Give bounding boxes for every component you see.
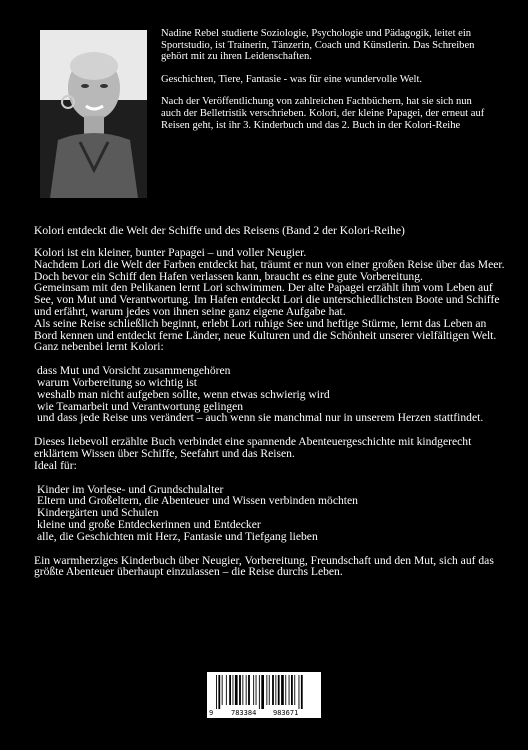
list-item: dass Mut und Vorsicht zusammengehören: [37, 364, 231, 378]
barcode-bar: [294, 675, 295, 705]
barcode-bar: [239, 675, 241, 705]
list-item: und dass jede Reise uns verändert – auch wenn sie manchmal nur in unserem Herzen stattfindet.: [37, 411, 484, 425]
barcode-bar: [269, 675, 270, 705]
description-paragraph: Ideal für:: [34, 458, 77, 472]
description-paragraph: Gemeinsam mit den Pelikanen lernt Lori schwimmen. Der alte Papagei erzählt ihm vom Leben auf See, von Mut und Verantwortung. Im Hafen entdeckt Lori die unterschiedlichsten Boote und Schiffe und erfährt, warum jedes von ihnen seine ganz eigene Aufgabe hat.: [34, 281, 500, 318]
barcode-bar: [285, 675, 286, 705]
list-item: warum Vorbereitung so wichtig ist: [37, 375, 197, 389]
barcode-digits: 783384: [231, 709, 257, 717]
list-item: Kindergärten und Schulen: [37, 506, 159, 520]
barcode-bar: [266, 675, 267, 705]
barcode-bars: [207, 672, 321, 709]
description-paragraph: Kolori ist ein kleiner, bunter Papagei – und voller Neugier.: [34, 246, 307, 259]
barcode-bar: [301, 675, 303, 709]
barcode-bar: [248, 675, 250, 705]
barcode-digits: 9: [209, 709, 214, 717]
description-paragraph: Dieses liebevoll erzählte Buch verbindet eine spannende Abenteuergeschichte mit kindgerecht erklärtem Wissen über Schiffe, Seefahrt und das Reisen.: [34, 435, 472, 460]
barcode-bar: [246, 675, 247, 705]
author-portrait-image: [40, 30, 147, 198]
barcode-bar: [233, 675, 234, 705]
barcode-bar: [278, 675, 280, 705]
barcode-bar: [218, 675, 220, 709]
list-item: Kinder im Vorlese- und Grundschulalter: [37, 482, 224, 496]
book-title: Kolori entdeckt die Welt der Schiffe und des Reisens (Band 2 der Kolori-Reihe): [34, 224, 405, 237]
list-item: kleine und große Entdeckerinnen und Entdecker: [37, 517, 261, 531]
description-paragraph: Ganz nebenbei lernt Kolori:: [34, 340, 164, 354]
barcode-bar: [256, 675, 257, 705]
list-item: Eltern und Großeltern, die Abenteuer und Wissen verbinden möchten: [37, 494, 358, 508]
barcode-bar: [291, 675, 293, 705]
barcode-bar: [222, 675, 223, 705]
list-item: alle, die Geschichten mit Herz, Fantasie und Tiefgang lieben: [37, 529, 318, 543]
barcode-bar: [275, 675, 276, 705]
barcode-bar: [259, 675, 260, 709]
list-item: weshalb man nicht aufgeben sollte, wenn etwas schwierig wird: [37, 387, 330, 401]
barcode-bar: [226, 675, 227, 705]
barcode-bar: [235, 675, 238, 705]
barcode-bar: [242, 675, 243, 705]
author-bio: [161, 28, 491, 142]
barcode-digits: 983671: [273, 709, 299, 717]
barcode-bar: [216, 675, 217, 709]
description-paragraph: Nachdem Lori die Welt der Farben entdeckt hat, träumt er nun von einer großen Reise über das Meer. Doch bevor ein Schiff den Hafen verlassen kann, braucht es eine gute Vorbereitung.: [34, 257, 505, 283]
barcode-bar: [299, 675, 300, 709]
learnings-list: [34, 365, 506, 424]
bio-paragraph: Geschichten, Tiere, Fantasie - was für eine wundervolle Welt.: [161, 73, 423, 85]
isbn-barcode: [207, 672, 321, 718]
list-item: wie Teamarbeit und Verantwortung gelingen: [37, 399, 244, 413]
barcode-bar: [281, 675, 284, 705]
bio-paragraph: Nadine Rebel studierte Soziologie, Psychologie und Pädagogik, leitet ein Sportstudio, ist Trainerin, Tänzerin, Coach und Künstlerin. Das Schreiben gehört mit zu ihren Leidenschaften.: [161, 28, 475, 63]
author-photo: [40, 30, 147, 198]
barcode-bar: [229, 675, 231, 705]
bio-paragraph: Nach der Veröffentlichung von zahlreichen Fachbüchern, hat sie sich nun auch der Belletristik verschrieben. Kolori, der kleine Papagei, der erneut auf Reisen geht, ist ihr 3. Kinderbuch und das 2. Buch in der Kolori-Reihe: [161, 96, 485, 131]
barcode-bar: [253, 675, 254, 705]
barcode-bar: [261, 675, 264, 709]
barcode-bar: [272, 675, 274, 705]
book-description: [34, 247, 506, 578]
closing-paragraph: Ein warmherziges Kinderbuch über Neugier, Vorbereitung, Freundschaft und den Mut, sich auf das größte Abenteuer überhaupt einzulassen – die Reise durchs Leben.: [34, 553, 494, 579]
ideal-for-list: [34, 484, 506, 543]
description-paragraph: Als seine Reise schließlich beginnt, erlebt Lori ruhige See und heftige Stürme, lernt das Leben an Bord kennen und entdeckt ferne Länder, neue Kulturen und die Schönheit unserer vielfältigen Welt.: [34, 316, 497, 342]
barcode-bar: [289, 675, 290, 705]
